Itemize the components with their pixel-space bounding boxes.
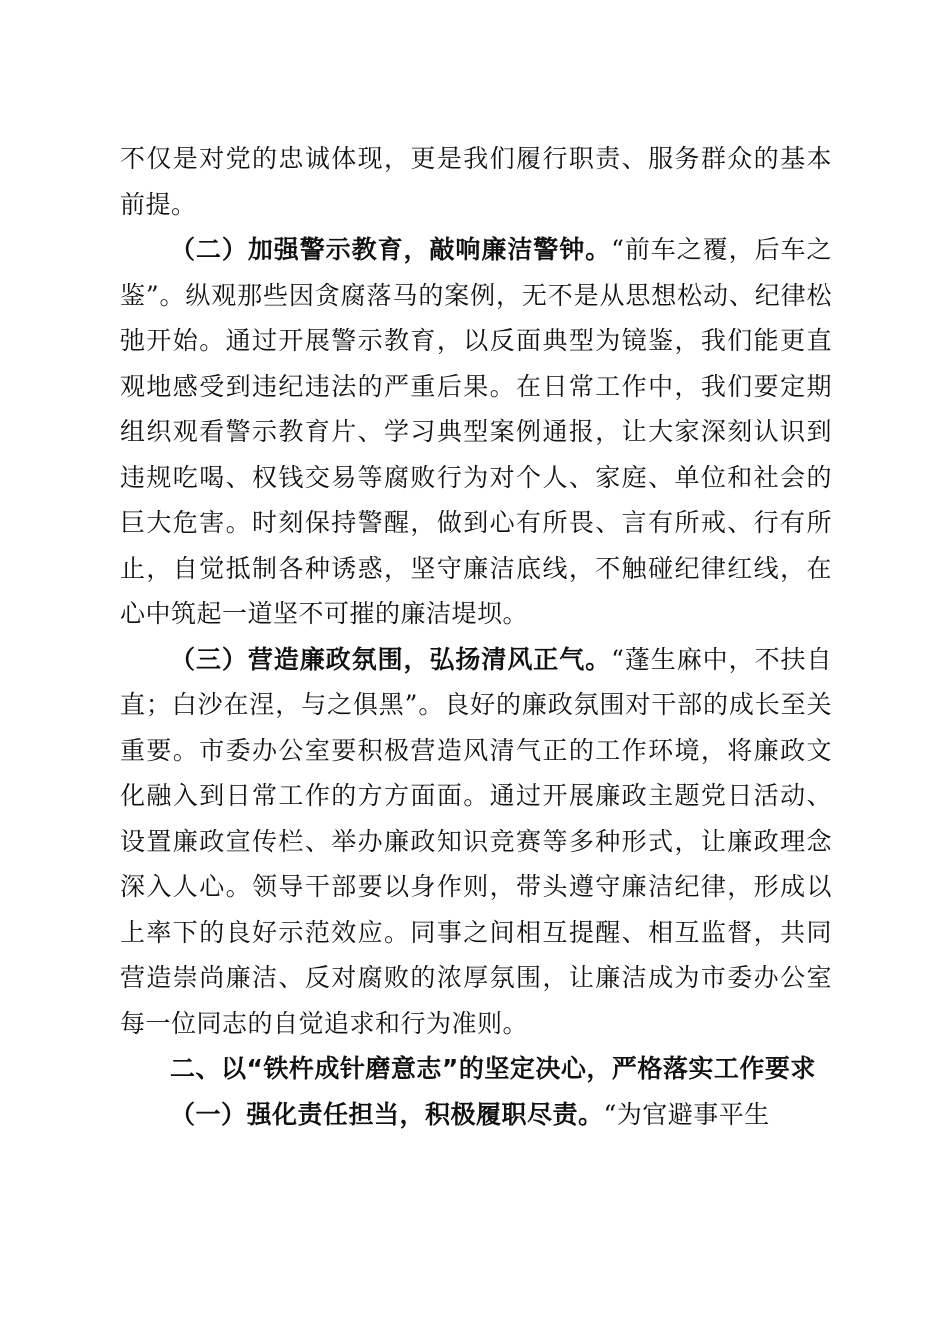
paragraph-warning-education — [120, 227, 832, 637]
paragraph-continuation — [120, 136, 832, 227]
paragraph-lead: （一）强化责任担当，积极履职尽责。 — [170, 1099, 604, 1129]
paragraph-lead: （二）加强警示教育，敲响廉洁警钟。 — [170, 235, 612, 264]
paragraph-text: 不仅是对党的忠诚体现，更是我们履行职责、服务群众的基本前提。 — [120, 144, 832, 219]
paragraph-responsibility — [120, 1092, 832, 1138]
paragraph-text: “为官避事平生 — [603, 1099, 770, 1129]
paragraph-text: “蓬生麻中，不扶自直；白沙在涅，与之俱黑”。良好的廉政氛围对干部的成长至关重要。市委办公室要积极营造风清气正的工作环境，将廉政文化融入到日常工作的方方面面。通过开展廉政主题党日活动、设置廉政宣传栏、举办廉政知识竞赛等多种形式，让廉政理念深入人心。领导干部要以身作则，带头遵守廉洁纪律，形成以上率下的良好示范效应。同事之间相互提醒、相互监督，共同营造崇尚廉洁、反对腐败的浓厚氛围，让廉洁成为市委办公室每一位同志的自觉追求和行为准则。 — [120, 644, 832, 1038]
paragraph-lead: （三）营造廉政氛围，弘扬清风正气。 — [170, 644, 612, 674]
paragraph-text: “前车之覆，后车之鉴”。纵观那些因贪腐落马的案例，无不是从思想松动、纪律松弛开始。通过开展警示教育，以反面典型为镜鉴，我们能更直观地感受到违纪违法的严重后果。在日常工作中，我们要定期组织观看警示教育片、学习典型案例通报，让大家深刻认识到违规吃喝、权钱交易等腐败行为对个人、家庭、单位和社会的巨大危害。时刻保持警醒，做到心有所畏、言有所戒、行有所止，自觉抵制各种诱惑，坚守廉洁底线，不触碰纪律红线，在心中筑起一道坚不可摧的廉洁堤坝。 — [120, 235, 832, 628]
paragraph-integrity-atmosphere — [120, 637, 832, 1047]
section-heading: 二、以“铁杵成针磨意志”的坚定决心，严格落实工作要求 — [170, 1054, 816, 1083]
document-body — [120, 136, 832, 1137]
